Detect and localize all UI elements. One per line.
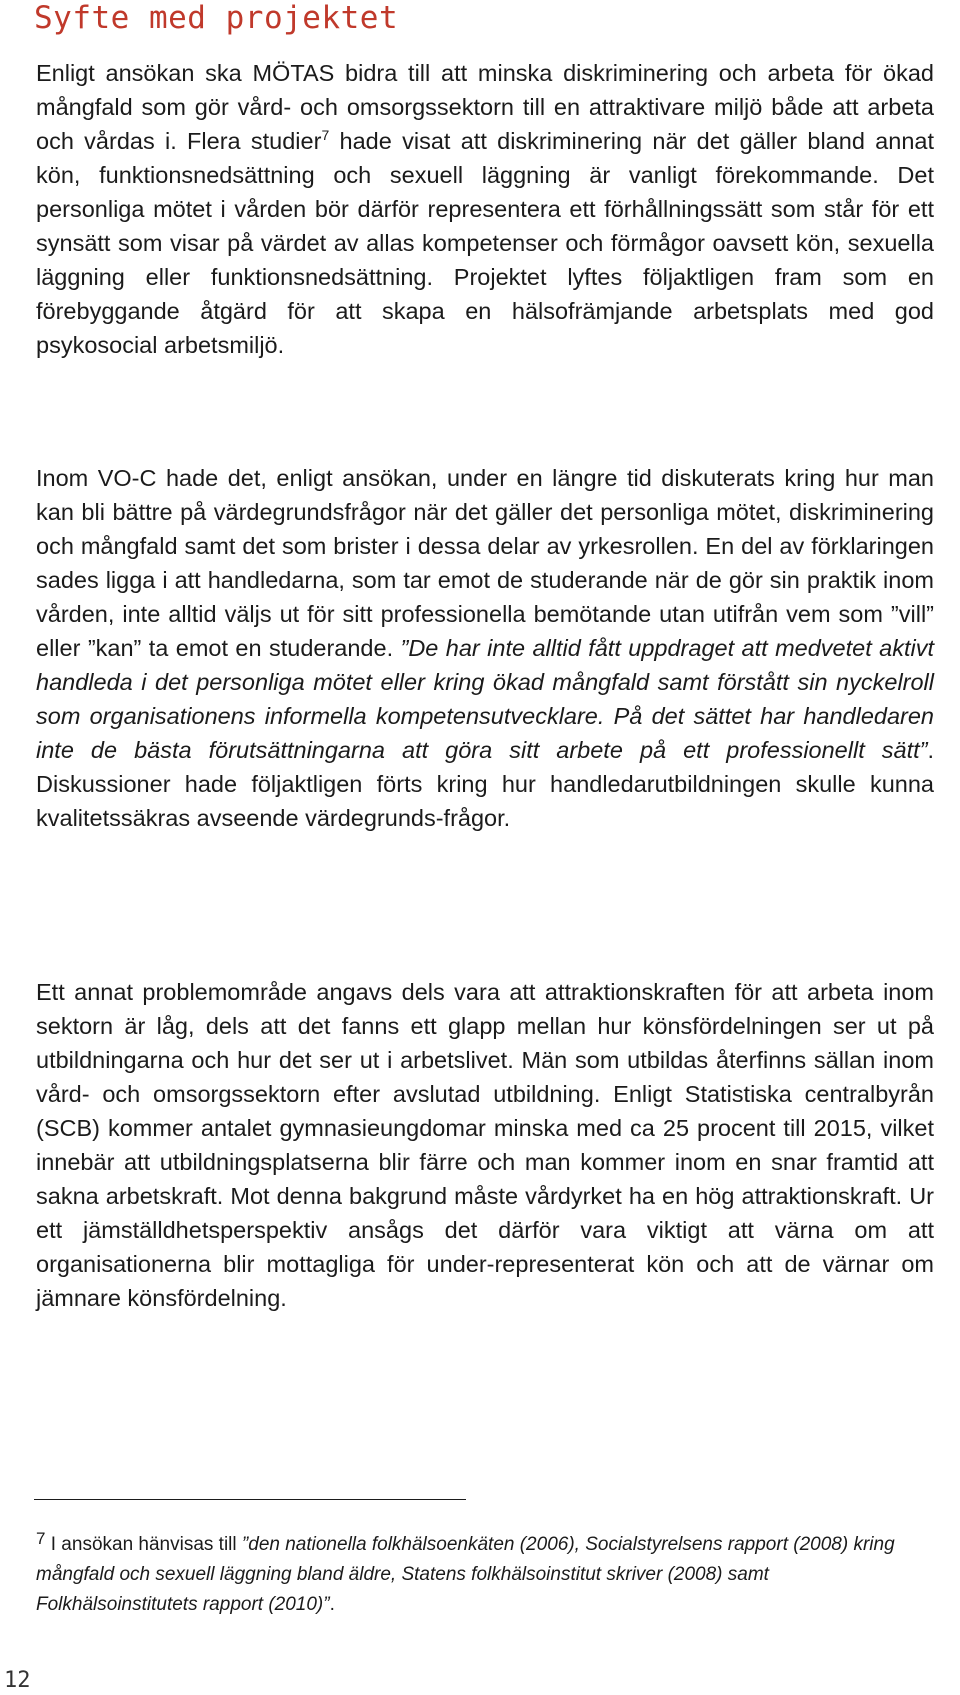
footnote — [36, 1524, 934, 1620]
paragraph-text: hade visat att diskriminering när det gäller bland annat kön, funktionsnedsättning och sexuell läggning är vanligt förekommande. Det personliga mötet i vården bör därför representera ett förhållningssätt som står för ett synsätt som visar på värdet av allas kompetenser och förmågor oavsett kön, sexuella läggning eller funktionsnedsättning. Projektet lyftes följaktligen fram som en förebyggande åtgärd för att skapa en hälsofrämjande arbetsplats med god psykosocial arbetsmiljö. — [36, 128, 934, 358]
italic-quote: ”De har inte alltid fått uppdraget att medvetet aktivt handleda i det personliga mötet eller kring ökad mångfald samt förstått sin nyckelroll som organisationens informella kompetensutvecklare. På det sättet har handledaren inte de bästa förutsättningarna att göra sitt arbete på ett professionellt sätt” — [36, 635, 934, 763]
footnote-reference: 7 — [321, 127, 330, 144]
paragraph-attraction: Ett annat problemområde angavs dels vara att attraktionskraften för att arbeta inom sektorn är låg, dels att det fanns ett glapp mellan hur könsfördelningen ser ut på utbildningarna och hur det ser ut i arbetslivet. Män som utbildas återfinns sällan inom vård- och omsorgssektorn efter avslutad utbildning. Enligt Statistiska centralbyrån (SCB) kommer antalet gymnasieungdomar minska med ca 25 procent till 2015, vilket innebär att utbildningsplatserna blir färre och man kommer inom en snar framtid att sakna arbetskraft. Mot denna bakgrund måste vårdyrket ha en hög attraktionskraft. Ur ett jämställdhetsperspektiv ansågs det därför vara viktigt att värna om att organisationerna blir mottagliga för under-representerat kön och att de värnar om jämnare könsfördelning. — [36, 979, 934, 1311]
footnote-lead: I ansökan hänvisas till — [45, 1534, 242, 1555]
paragraph-text: Enligt ansökan ska MÖTAS bidra till att minska diskriminering och arbeta för ökad mångfald som gör vård- och omsorgssektorn till en attraktivare miljö både att arbeta och vårdas i. Flera studier — [36, 60, 934, 154]
footnote-end: . — [329, 1594, 335, 1615]
footnote-citation: ”den nationella folkhälsoenkäten (2006), Socialstyrelsens rapport (2008) kring mångfald och sexuell läggning bland äldre, Statens folkhälsoinstitut skriver (2008) samt Folkhälsoinstitutets rapport (2010)” — [36, 1534, 895, 1615]
footnote-divider — [34, 1499, 466, 1500]
paragraph-text: . Diskussioner hade följaktligen förts kring hur handledarutbildningen skulle kunna kvalitetssäkras avseende värdegrunds-frågor. — [36, 737, 934, 831]
footnote-marker: 7 — [36, 1529, 46, 1548]
paragraph-supervisors — [36, 461, 934, 835]
paragraph-text: Inom VO-C hade det, enligt ansökan, under en längre tid diskuterats kring hur man kan bli bättre på värdegrundsfrågor när det gäller det personliga mötet, diskriminering och mångfald samt det som brister i dessa delar av yrkesrollen. En del av förklaringen sades ligga i att handledarna, som tar emot de studerande när de gör sin praktik inom vården, inte alltid väljs ut för sitt professionella bemötande utan utifrån vem som ”vill” eller ”kan” ta emot en studerande. — [36, 465, 934, 661]
page-number: 12 — [4, 1668, 31, 1693]
paragraph-purpose — [36, 56, 934, 362]
section-heading: Syfte med projektet — [34, 0, 399, 36]
